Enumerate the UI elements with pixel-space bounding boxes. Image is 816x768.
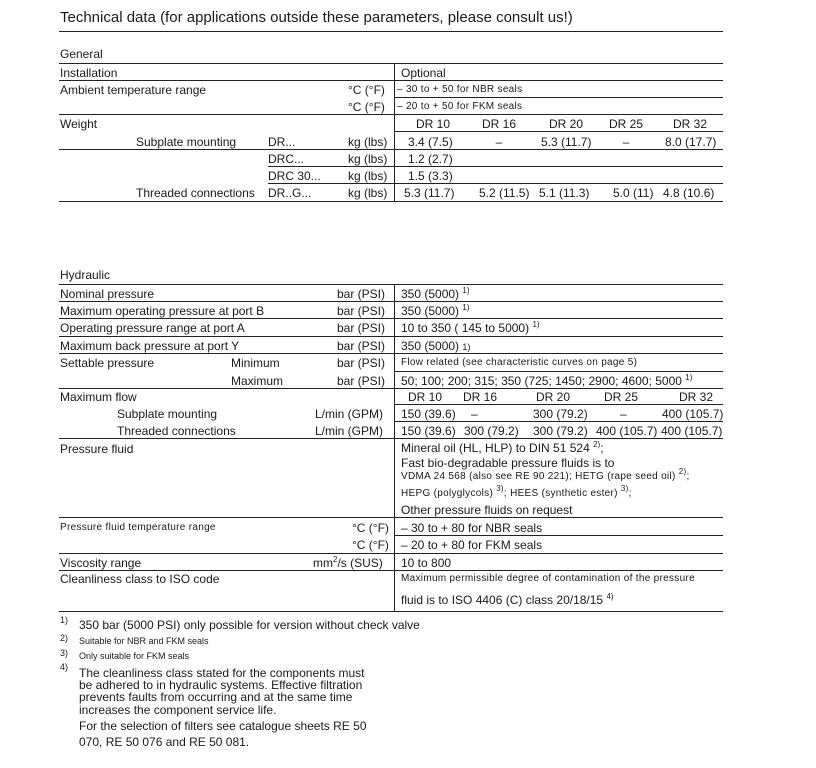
viscosity-label: Viscosity range bbox=[60, 556, 142, 570]
weight-value: 5.1 (11.3) bbox=[539, 186, 590, 200]
flow-col-dr10: DR 10 bbox=[407, 390, 442, 404]
weight-value: 3.4 (7.5) bbox=[408, 135, 453, 149]
footnote-line: increases the component service life. bbox=[79, 703, 277, 717]
footnote-line: be adhered to in hydraulic systems. Effective filtration bbox=[79, 678, 363, 692]
weight-value: – bbox=[495, 135, 503, 149]
viscosity-unit: $mm^2/s$ (SUS) bbox=[313, 555, 383, 570]
fluid-temp-value-2: – 20 to + 80 for FKM seals bbox=[401, 538, 543, 552]
flow-subplate-label: Subplate mounting bbox=[117, 407, 218, 421]
ambient-temp-unit-1: °C (°F) bbox=[348, 83, 385, 97]
weight-value: – bbox=[622, 135, 630, 149]
cleanliness-line: fluid is to ISO 4406 (C) class 20/18/15 $^{4)}$ bbox=[401, 592, 614, 607]
rule bbox=[268, 166, 723, 167]
ambient-temp-value-2: – 20 to + 50 for FKM seals bbox=[397, 101, 523, 112]
rule bbox=[394, 535, 723, 536]
flow-col-dr20: DR 20 bbox=[535, 390, 570, 404]
page-title: Technical data (for applications outside these parameters, please consult us!) bbox=[60, 9, 573, 26]
flow-threaded-label: Threaded connections bbox=[117, 424, 236, 438]
weight-unit: kg (lbs) bbox=[348, 152, 388, 166]
rule bbox=[394, 421, 723, 422]
rule bbox=[59, 517, 723, 518]
weight-value: 5.0 (11) bbox=[613, 186, 654, 200]
rule bbox=[59, 611, 723, 612]
settable-pressure-label: Settable pressure bbox=[60, 356, 155, 370]
footnote-line: For the selection of filters see catalogue sheets RE 50 bbox=[79, 719, 367, 733]
weight-value: 5.2 (11.5) bbox=[479, 186, 530, 200]
weight-value: 4.8 (10.6) bbox=[663, 186, 715, 200]
nominal-pressure-label: Nominal pressure bbox=[60, 287, 155, 301]
footnote-text: Suitable for NBR and FKM seals bbox=[79, 636, 209, 646]
pressure-fluid-line: HEPG (polyglycols) $^{3)}$; HEES (synthetic ester) $^{3)}$; bbox=[401, 484, 632, 499]
weight-value: 5.3 (11.7) bbox=[404, 186, 455, 200]
weight-type: DRC 30... bbox=[268, 169, 321, 183]
footnote-mark: 3) bbox=[60, 648, 69, 658]
installation-value: Optional bbox=[401, 66, 446, 80]
title-rule bbox=[59, 31, 723, 32]
footnote-text: Only suitable for FKM seals bbox=[79, 651, 190, 661]
rule bbox=[394, 97, 723, 98]
flow-value: 150 (39.6) bbox=[401, 407, 456, 421]
settable-max-unit: bar (PSI) bbox=[337, 374, 386, 388]
rule bbox=[59, 149, 723, 150]
back-pressure-port-y-value: 350 (5000) 1) bbox=[401, 339, 471, 353]
rule bbox=[394, 404, 723, 405]
rule bbox=[59, 80, 723, 81]
rule bbox=[268, 183, 723, 184]
weight-value: 1.2 (2.7) bbox=[408, 152, 453, 166]
footnote-line: prevents faults from occurring and at the same time bbox=[79, 690, 353, 704]
ambient-temp-label: Ambient temperature range bbox=[60, 83, 207, 97]
threaded-connections-label: Threaded connections bbox=[136, 186, 255, 200]
pressure-fluid-line: VDMA 24 568 (also see RE 90 221); HETG (rape seed oil) $^{2)}$; bbox=[401, 467, 690, 482]
back-pressure-port-y-label: Maximum back pressure at port Y bbox=[60, 339, 240, 353]
settable-min-label: Minimum bbox=[231, 356, 280, 370]
rule bbox=[59, 284, 723, 285]
pressure-fluid-line: Fast bio-degradable pressure fluids is to bbox=[401, 456, 615, 470]
nominal-pressure-value: 350 (5000) $^{1)}$ bbox=[401, 286, 470, 301]
weight-col-dr10: DR 10 bbox=[415, 117, 450, 131]
weight-value: 8.0 (17.7) bbox=[665, 135, 717, 149]
pressure-range-port-a-unit: bar (PSI) bbox=[337, 321, 386, 335]
settable-max-label: Maximum bbox=[231, 374, 284, 388]
hydraulic-heading: Hydraulic bbox=[60, 268, 111, 282]
settable-min-value: Flow related (see characteristic curves on page 5) bbox=[401, 357, 638, 368]
weight-col-dr16: DR 16 bbox=[481, 117, 516, 131]
fluid-temp-value-1: – 30 to + 80 for NBR seals bbox=[401, 521, 543, 535]
weight-type: DRC... bbox=[268, 152, 304, 166]
flow-col-dr16: DR 16 bbox=[462, 390, 497, 404]
flow-value: 400 (105.7) bbox=[661, 424, 723, 438]
rule bbox=[59, 301, 723, 302]
flow-value: – bbox=[471, 407, 478, 421]
weight-unit: kg (lbs) bbox=[348, 169, 388, 183]
footnote-line: 070, RE 50 076 and RE 50 081. bbox=[79, 735, 250, 749]
rule bbox=[59, 388, 723, 389]
weight-unit: kg (lbs) bbox=[348, 135, 388, 149]
rule bbox=[59, 553, 723, 554]
rule bbox=[59, 318, 723, 319]
pressure-fluid-line: Mineral oil (HL, HLP) to DIN 51 524 $^{2)}$; bbox=[401, 440, 604, 455]
flow-threaded-unit: L/min (GPM) bbox=[315, 424, 384, 438]
flow-value: 300 (79.2) bbox=[533, 424, 588, 438]
rule bbox=[59, 114, 723, 115]
flow-value: – bbox=[620, 407, 627, 421]
flow-col-dr25: DR 25 bbox=[603, 390, 638, 404]
pressure-fluid-line: Other pressure fluids on request bbox=[401, 503, 573, 517]
weight-col-dr25: DR 25 bbox=[608, 117, 643, 131]
weight-col-dr20: DR 20 bbox=[548, 117, 583, 131]
rule bbox=[394, 371, 723, 372]
footnote-mark: 2) bbox=[60, 633, 69, 643]
rule bbox=[59, 438, 723, 439]
ambient-temp-value-1: – 30 to + 50 for NBR seals bbox=[397, 84, 523, 95]
weight-label: Weight bbox=[60, 117, 98, 131]
rule bbox=[59, 570, 723, 571]
rule bbox=[394, 131, 723, 132]
max-pressure-port-b-value: 350 (5000) $^{1)}$ bbox=[401, 303, 470, 318]
flow-subplate-unit: L/min (GPM) bbox=[315, 407, 384, 421]
settable-max-value: 50; 100; 200; 315; 350 (725; 1450; 2900; 4600; 5000 $^{1)}$ bbox=[401, 373, 693, 388]
flow-value: 400 (105.7) bbox=[662, 407, 724, 421]
rule bbox=[59, 201, 723, 202]
subplate-mounting-label: Subplate mounting bbox=[136, 135, 237, 149]
nominal-pressure-unit: bar (PSI) bbox=[337, 287, 386, 301]
max-pressure-port-b-unit: bar (PSI) bbox=[337, 304, 386, 318]
flow-col-dr32: DR 32 bbox=[678, 390, 713, 404]
flow-value: 150 (39.6) bbox=[401, 424, 456, 438]
ambient-temp-unit-2: °C (°F) bbox=[348, 100, 385, 114]
weight-type: DR..G... bbox=[268, 186, 312, 200]
weight-col-dr32: DR 32 bbox=[672, 117, 707, 131]
footnote-text: 350 bar (5000 PSI) only possible for version without check valve bbox=[79, 618, 420, 632]
settable-min-unit: bar (PSI) bbox=[337, 356, 386, 370]
pressure-range-port-a-label: Operating pressure range at port A bbox=[60, 321, 245, 335]
cleanliness-line: Maximum permissible degree of contamination of the pressure bbox=[401, 573, 695, 584]
weight-unit: kg (lbs) bbox=[348, 186, 388, 200]
flow-value: 400 (105.7) bbox=[596, 424, 658, 438]
pressure-fluid-label: Pressure fluid bbox=[60, 442, 134, 456]
fluid-temp-unit-1: °C (°F) bbox=[352, 521, 389, 535]
weight-value: 5.3 (11.7) bbox=[541, 135, 592, 149]
flow-value: 300 (79.2) bbox=[533, 407, 588, 421]
rule bbox=[59, 353, 723, 354]
weight-value: 1.5 (3.3) bbox=[408, 169, 453, 183]
installation-label: Installation bbox=[60, 66, 118, 80]
viscosity-value: 10 to 800 bbox=[401, 556, 452, 570]
rule bbox=[59, 63, 723, 64]
footnote-line: The cleanliness class stated for the components must bbox=[79, 666, 365, 680]
flow-value: 300 (79.2) bbox=[464, 424, 519, 438]
back-pressure-port-y-unit: bar (PSI) bbox=[337, 339, 386, 353]
rule bbox=[59, 336, 723, 337]
weight-type: DR... bbox=[268, 135, 296, 149]
pressure-range-port-a-value: 10 to 350 ( 145 to 5000) $^{1)}$ bbox=[401, 320, 540, 335]
footnote-mark: 4) bbox=[60, 662, 69, 672]
cleanliness-label: Cleanliness class to ISO code bbox=[60, 572, 220, 586]
footnote-mark: 1) bbox=[60, 615, 69, 625]
max-pressure-port-b-label: Maximum operating pressure at port B bbox=[60, 304, 265, 318]
general-heading: General bbox=[60, 47, 103, 61]
column-divider bbox=[394, 284, 395, 611]
column-divider bbox=[394, 63, 395, 201]
max-flow-label: Maximum flow bbox=[60, 390, 137, 404]
fluid-temp-unit-2: °C (°F) bbox=[352, 538, 389, 552]
fluid-temp-label: Pressure fluid temperature range bbox=[60, 522, 216, 533]
